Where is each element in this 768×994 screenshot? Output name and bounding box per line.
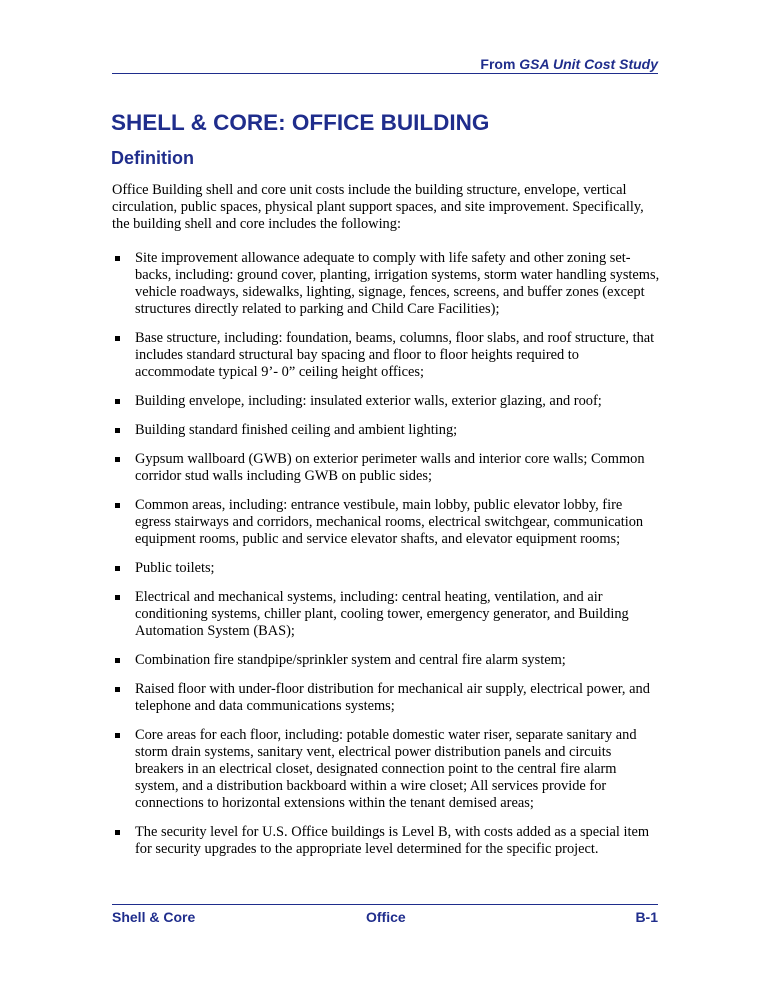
header-rule [112,73,658,74]
list-item [112,422,660,439]
list-item [112,497,660,548]
list-item-text: Common areas, including: entrance vestibule, main lobby, public elevator lobby, fire egress stairways and corridors, mechanical rooms, electrical switchgear, communication equipment rooms, public and service elevator shafts, and elevator equipment rooms; [135,497,644,547]
list-item [112,560,660,577]
list-item [112,250,660,318]
list-item-text: The security level for U.S. Office buildings is Level B, with costs added as a special item for security upgrades to the appropriate level determined for the specific project. [135,824,650,857]
bullet-icon [115,733,120,738]
bullet-icon [115,658,120,663]
footer-building-type: Office [366,909,406,925]
list-item-text: Combination fire standpipe/sprinkler system and central fire alarm system; [135,652,566,668]
list-item [112,589,660,640]
list-item [112,681,660,715]
list-item [112,727,660,812]
list-item-text: Core areas for each floor, including: potable domestic water riser, separate sanitary and storm drain systems, sanitary vent, electrical power distribution panels and circuits breakers in an electrical closet, designated connection point to the central fire alarm system, and a distribution backboard within a wire closet; All services provide for connections to horizontal extensions within the tenant demised areas; [135,727,637,811]
bullet-icon [115,566,120,571]
bullet-icon [115,503,120,508]
bullet-icon [115,595,120,600]
list-item-text: Site improvement allowance adequate to comply with life safety and other zoning set-backs, including: ground cover, planting, irrigation systems, storm water handling systems, vehicle roadways, sidewalks, lighting, signage, fences, screens, and buffer zones (except structures directly related to parking and Child Care Facilities); [135,250,660,317]
list-item [112,330,660,381]
bullet-icon [115,830,120,835]
page-title: SHELL & CORE: OFFICE BUILDING [111,110,490,135]
list-item [112,393,660,410]
running-header-prefix: From [480,56,520,72]
list-item-text: Raised floor with under-floor distribution for mechanical air supply, electrical power, and telephone and data communications systems; [135,681,650,714]
bullet-icon [115,336,120,341]
inclusion-list [112,250,660,870]
list-item-text: Public toilets; [135,560,215,576]
list-item [112,824,660,858]
footer-section-label: Shell & Core [112,909,196,925]
list-item-text: Base structure, including: foundation, beams, columns, floor slabs, and roof structure, that includes standard structural bay spacing and floor to floor heights required to accommodate typical 9’- 0” ceiling height offices; [135,330,655,380]
bullet-icon [115,687,120,692]
footer-rule [112,904,658,905]
list-item [112,652,660,669]
list-item-text: Building envelope, including: insulated exterior walls, exterior glazing, and roof; [135,393,602,409]
list-item-text: Gypsum wallboard (GWB) on exterior perimeter walls and interior core walls; Common corridor stud walls including GWB on public sides; [135,451,645,484]
bullet-icon [115,256,120,261]
running-header [480,56,658,72]
page-number: B-1 [635,909,658,925]
list-item-text: Electrical and mechanical systems, including: central heating, ventilation, and air conditioning systems, chiller plant, cooling tower, emergency generator, and Building Automation System (BAS); [135,589,629,639]
list-item-text: Building standard finished ceiling and ambient lighting; [135,422,458,438]
running-header-source: GSA Unit Cost Study [519,56,658,72]
bullet-icon [115,457,120,462]
bullet-icon [115,399,120,404]
list-item [112,451,660,485]
bullet-icon [115,428,120,433]
section-heading: Definition [111,148,194,168]
intro-paragraph: Office Building shell and core unit costs include the building structure, envelope, vertical circulation, public spaces, physical plant support spaces, and site improvement. Specifically, the building shell and core includes the following: [112,182,644,232]
